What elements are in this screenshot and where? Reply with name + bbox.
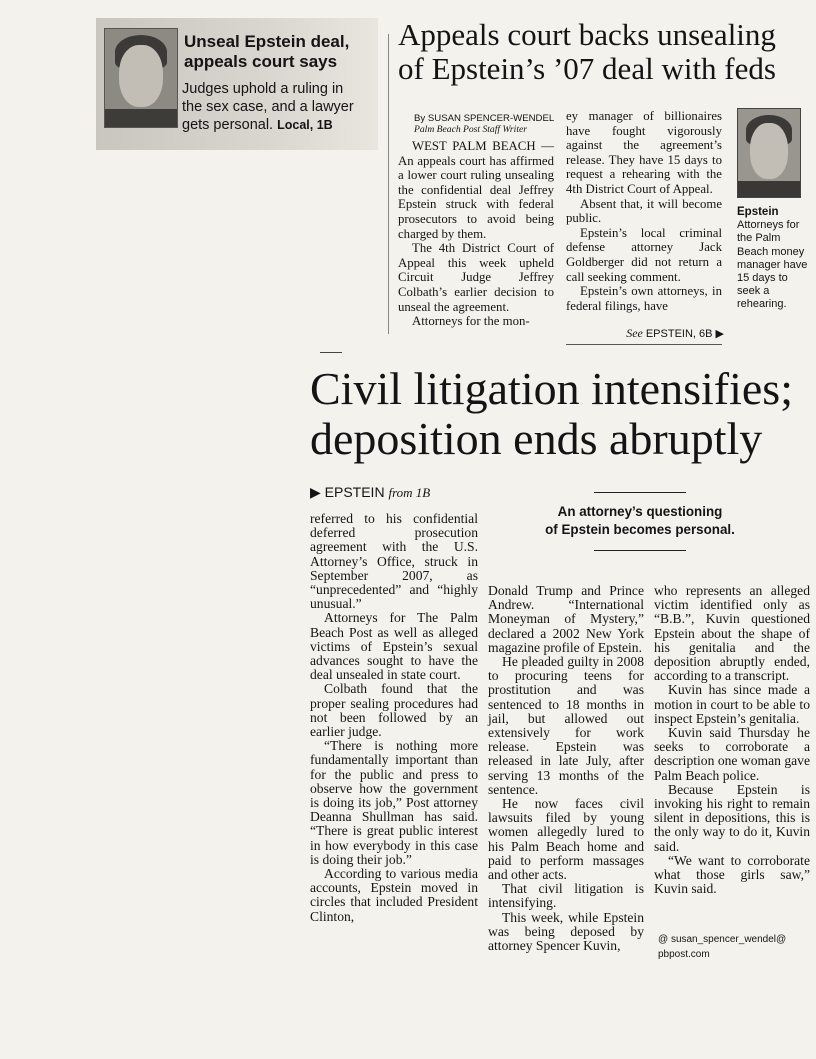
story1-column-2: ey manager of billionaires have fought vigorously against the agreement’s release. They have 15 days to request a rehearing with the 4th District Court of Appeal. Absent that, it will become public. Epstein’s local criminal defense attorney Jack Goldberger did not return a call seeking comment. Epstein’s own attorneys, in federal filings, have — [566, 109, 722, 313]
author-email[interactable]: @ susan_spencer_wendel@ pbpost.com — [658, 934, 787, 960]
teaser-photo — [104, 28, 178, 128]
story2-headline: Civil litigation intensifies; deposition ends abruptly — [310, 363, 793, 464]
photo-caption: Epstein Attorneys for the Palm Beach money manager have 15 days to seek a rehearing. — [737, 206, 808, 311]
story1-column-1: WEST PALM BEACH — An appeals court has affirmed a lower court ruling unsealing the confidential deal Jeffrey Epstein struck with federal prosecutors to avoid being charged by them. The 4th District Court of Appeal this week upheld Circuit Judge Jeffrey Colbath’s earlier decision to unseal the agreement. Attorneys for the mon- — [398, 139, 554, 329]
story2-column-1: referred to his confidential deferred prosecution agreement with the U.S. Attorney’s Office, struck in September 2007, as “unprecedented” and “highly unusual.” Attorneys for The Palm Beach Post as well as alleged victims of Epstein’s sexual advances sought to have the deal unsealed in state court. Colbath found that the proper sealing procedures had not been followed by an earlier judge. “There is nothing more fundamentally important than for the public and press to observe how the government is doing its job,” Post attorney Deanna Shullman has said. “There is great public interest in how everybody in this case is doing their job.” According to various media accounts, Epstein moved in circles that included President Clinton, — [310, 511, 478, 924]
continued-from-line: ▶ EPSTEIN from 1B — [310, 484, 431, 500]
story1-byline: By SUSAN SPENCER-WENDEL Palm Beach Post Staff Writer — [414, 113, 555, 135]
teaser-summary: Judges uphold a ruling in the sex case, and a lawyer gets personal. Local, 1B — [182, 81, 354, 133]
story1-headline: Appeals court backs unsealing of Epstein’s ’07 deal with feds — [398, 17, 776, 86]
at-sign-icon: @ — [658, 934, 669, 945]
story2-column-2: Donald Trump and Prince Andrew. “International Moneyman of Mystery,” declared a 2002 New York magazine profile of Epstein. He pleaded guilty in 2008 to procuring teens for prostitution and was sentenced to 18 months in jail, but allowed out extensively for work release. Epstein was released in late July, after serving 13 months of the sentence. He now faces civil lawsuits filed by young women allegedly lured to his Palm Beach home and paid to perform massages and other acts. That civil litigation is intensifying. This week, while Epstein was being deposed by attorney Spencer Kuvin, — [488, 583, 644, 954]
teaser-headline[interactable]: Unseal Epstein deal, appeals court says — [184, 32, 350, 71]
story2-column-3: who represents an alleged victim identified only as “B.B.”, Kuvin questioned Epstein about the shape of his genitalia and the deposition abruptly ended, according to a transcript. Kuvin has since made a motion in court to be able to inspect Epstein’s genitalia. Kuvin said Thursday he seeks to corroborate a description one woman gave Palm Beach police. Because Epstein is invoking his right to remain silent in depositions, this is the only way to do it, Kuvin said. “We want to corroborate what those girls saw,” Kuvin said. — [654, 583, 810, 897]
teaser-section-ref[interactable]: Local, 1B — [277, 118, 333, 132]
epstein-photo — [737, 108, 801, 198]
pull-quote: An attorney’s questioning of Epstein becomes personal. — [545, 504, 735, 537]
story1-jump-line[interactable]: See EPSTEIN, 6B ▶ — [626, 326, 724, 340]
